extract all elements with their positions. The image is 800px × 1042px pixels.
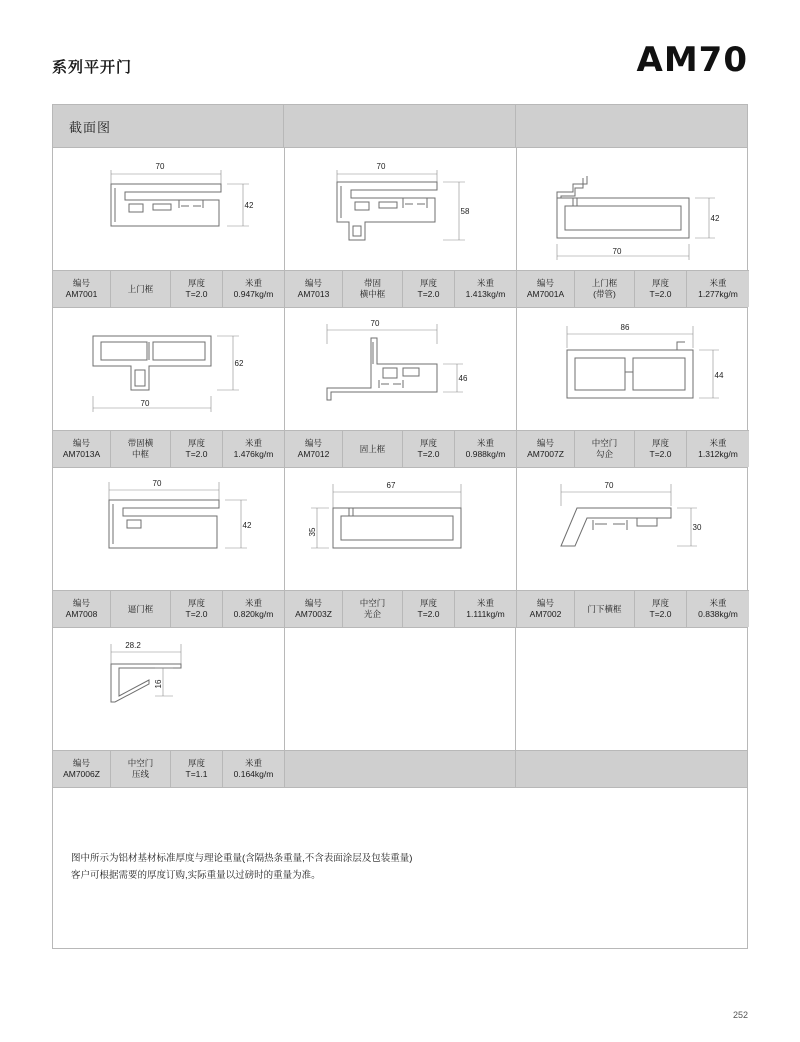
dim-width-am7003z: 67	[386, 481, 396, 490]
meta-weight-am7006z: 米重 0.164kg/m	[233, 758, 274, 779]
meta-weight-am7013a: 米重 1.476kg/m	[233, 438, 274, 459]
profile-meta-am7002	[517, 590, 749, 627]
meta-weight-am7001a: 米重 1.277kg/m	[698, 278, 738, 299]
profile-meta-am7006z	[53, 750, 284, 787]
profile-cell-am7007z	[517, 308, 749, 467]
profile-drawing-am7012	[285, 308, 516, 430]
meta-thickness-am7002: 厚度 T=2.0	[635, 591, 687, 627]
meta-name-am7001a: 上门框 (带管)	[575, 271, 635, 307]
section-header-row	[53, 105, 747, 147]
meta-name-am7008: 逼门框	[111, 591, 171, 627]
profile-meta-am7007z	[517, 430, 749, 467]
meta-thickness-am7012: 厚度 T=2.0	[403, 431, 455, 467]
profile-meta-am7008	[53, 590, 284, 627]
dim-height-am7006z: 16	[154, 679, 163, 689]
profile-drawing-am7007z	[517, 308, 749, 430]
meta-name-am7013a: 带固横 中框	[111, 431, 171, 467]
profile-cell-am7008	[53, 468, 285, 627]
note-text	[71, 850, 412, 884]
meta-thickness-am7006z: 厚度 T=1.1	[171, 751, 223, 787]
meta-thickness-am7003z: 厚度 T=2.0	[403, 591, 455, 627]
meta-code-am7013: 编号 AM7013	[285, 271, 343, 307]
meta-weight-am7012: 米重 0.988kg/m	[465, 438, 506, 459]
dim-width-am7001: 70	[155, 162, 165, 171]
profile-cell-am7006z	[53, 628, 285, 787]
meta-name-am7012: 固上框	[343, 431, 403, 467]
profile-drawing-am7003z	[285, 468, 516, 590]
meta-name-am7001: 上门框	[111, 271, 171, 307]
meta-name-am7002: 门下横框	[575, 591, 635, 627]
meta-code-am7006z: 编号 AM7006Z	[53, 751, 111, 787]
page-title: 系列平开门	[52, 59, 133, 76]
profile-drawing-am7001	[53, 148, 284, 270]
meta-thickness-am7007z: 厚度 T=2.0	[635, 431, 687, 467]
meta-thickness-am7001a: 厚度 T=2.0	[635, 271, 687, 307]
profile-cell-am7001	[53, 148, 285, 307]
meta-thickness-am7008: 厚度 T=2.0	[171, 591, 223, 627]
note-line-1: 图中所示为铝材基材标准厚度与理论重量(含隔热条重量,不含表面涂层及包装重量)	[71, 853, 413, 864]
profile-drawing-am7001a	[517, 148, 749, 270]
meta-weight-am7003z: 米重 1.111kg/m	[466, 598, 505, 619]
meta-name-am7013: 带固 横中框	[343, 271, 403, 307]
dim-width-am7008: 70	[152, 479, 162, 488]
profile-meta-am7003z	[285, 590, 516, 627]
note-area	[53, 787, 747, 948]
meta-weight-am7001: 米重 0.947kg/m	[233, 278, 274, 299]
meta-code-am7008: 编号 AM7008	[53, 591, 111, 627]
empty-meta-2	[516, 750, 747, 787]
meta-code-am7002: 编号 AM7002	[517, 591, 575, 627]
profile-drawing-am7006z	[53, 628, 284, 750]
meta-code-am7003z: 编号 AM7003Z	[285, 591, 343, 627]
dim-height-am7013: 58	[460, 207, 470, 216]
dim-height-am7001: 42	[244, 201, 254, 210]
meta-name-am7006z: 中空门 压线	[111, 751, 171, 787]
dim-width-am7001a: 70	[612, 247, 622, 256]
dim-height-am7001a: 42	[710, 214, 720, 223]
dim-width-am7012: 70	[370, 319, 380, 328]
section-empty-cell-1	[284, 105, 515, 147]
profile-row-2	[53, 307, 747, 467]
page-header	[52, 40, 748, 92]
meta-weight-am7002: 米重 0.838kg/m	[698, 598, 738, 619]
profile-cell-am7013	[285, 148, 517, 307]
meta-weight-am7013: 米重 1.413kg/m	[465, 278, 506, 299]
series-code: AM70	[636, 40, 748, 80]
dim-height-am7013a: 62	[234, 359, 244, 368]
meta-code-am7012: 编号 AM7012	[285, 431, 343, 467]
page-number: 252	[732, 1010, 748, 1020]
profile-meta-am7013a	[53, 430, 284, 467]
meta-code-am7001a: 编号 AM7001A	[517, 271, 575, 307]
profile-drawing-am7002	[517, 468, 749, 590]
profile-drawing-am7013	[285, 148, 516, 270]
empty-meta-1	[285, 750, 515, 787]
dim-width-am7002: 70	[604, 481, 614, 490]
profile-meta-am7001a	[517, 270, 749, 307]
profile-cell-am7002	[517, 468, 749, 627]
profile-row-3	[53, 467, 747, 627]
profile-cell-am7003z	[285, 468, 517, 627]
dim-height-am7012: 46	[458, 374, 468, 383]
meta-code-am7007z: 编号 AM7007Z	[517, 431, 575, 467]
empty-drawing-1	[285, 628, 515, 750]
profile-cell-am7013a	[53, 308, 285, 467]
meta-code-am7001: 编号 AM7001	[53, 271, 111, 307]
meta-name-am7007z: 中空门 勾企	[575, 431, 635, 467]
meta-name-am7003z: 中空门 光企	[343, 591, 403, 627]
profile-meta-am7012	[285, 430, 516, 467]
dim-width-am7013: 70	[376, 162, 386, 171]
profile-cell-am7012	[285, 308, 517, 467]
profile-drawing-am7008	[53, 468, 284, 590]
meta-code-am7013a: 编号 AM7013A	[53, 431, 111, 467]
empty-drawing-2	[516, 628, 747, 750]
profile-table	[52, 104, 748, 949]
section-title-cell: 截面图	[53, 105, 284, 147]
profile-row-1	[53, 147, 747, 307]
meta-weight-am7007z: 米重 1.312kg/m	[698, 438, 738, 459]
meta-thickness-am7013a: 厚度 T=2.0	[171, 431, 223, 467]
dim-width-am7013a: 70	[140, 399, 150, 408]
profile-row-4	[53, 627, 747, 787]
dim-height-am7008: 42	[242, 521, 252, 530]
profile-cell-empty-1	[285, 628, 516, 787]
meta-thickness-am7013: 厚度 T=2.0	[403, 271, 455, 307]
meta-weight-am7008: 米重 0.820kg/m	[233, 598, 274, 619]
section-empty-cell-2	[516, 105, 747, 147]
profile-cell-empty-2	[516, 628, 747, 787]
profile-meta-am7001	[53, 270, 284, 307]
profile-cell-am7001a	[517, 148, 749, 307]
profile-drawing-am7013a	[53, 308, 284, 430]
dim-height-am7007z: 44	[714, 371, 724, 380]
dim-width-am7007z: 86	[620, 323, 630, 332]
profile-meta-am7013	[285, 270, 516, 307]
dim-height-am7002: 30	[692, 523, 702, 532]
meta-thickness-am7001: 厚度 T=2.0	[171, 271, 223, 307]
dim-width-am7006z: 28.2	[125, 641, 141, 650]
note-line-2: 客户可根据需要的厚度订购,实际重量以过磅时的重量为准。	[71, 870, 321, 881]
dim-height-am7003z: 35	[308, 527, 317, 537]
